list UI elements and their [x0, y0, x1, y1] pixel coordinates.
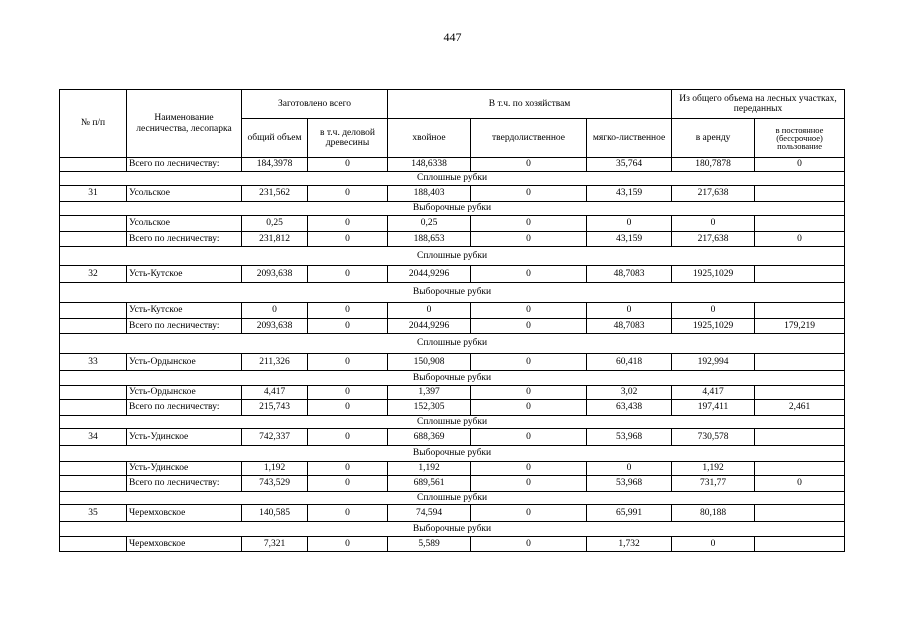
cell-softwood: 43,159	[587, 186, 672, 202]
section-title: Выборочные рубки	[60, 522, 845, 537]
header-softwood: мягко-лиственное	[587, 119, 672, 158]
table-row	[60, 429, 845, 446]
cell-name: Черемховское	[127, 505, 242, 522]
cell-total-volume: 215,743	[242, 400, 308, 416]
cell-num	[60, 462, 127, 476]
cell-business-wood: 0	[308, 386, 388, 400]
cell-softwood: 43,159	[587, 232, 672, 247]
cell-total-volume: 184,3978	[242, 158, 308, 172]
cell-coniferous: 150,908	[388, 354, 471, 371]
cell-total-volume: 231,812	[242, 232, 308, 247]
page-number: 447	[443, 30, 462, 44]
table-row	[60, 232, 845, 247]
section-title: Выборочные рубки	[60, 202, 845, 216]
cell-lease: 192,994	[672, 354, 755, 371]
section-title: Сплошные рубки	[60, 492, 845, 505]
section-title: Выборочные рубки	[60, 446, 845, 462]
cell-business-wood: 0	[308, 303, 388, 319]
cell-business-wood: 0	[308, 462, 388, 476]
cell-permanent-use: 0	[755, 232, 845, 247]
cell-hardwood: 0	[471, 400, 587, 416]
cell-softwood: 48,7083	[587, 266, 672, 283]
cell-softwood: 1,732	[587, 537, 672, 552]
section-title: Выборочные рубки	[60, 371, 845, 386]
cell-lease: 1925,1029	[672, 266, 755, 283]
header-lease: в аренду	[672, 119, 755, 158]
table-row	[60, 476, 845, 492]
cell-coniferous: 188,653	[388, 232, 471, 247]
cell-business-wood: 0	[308, 266, 388, 283]
cell-permanent-use	[755, 266, 845, 283]
header-name: Наименование лесничества, лесопарка	[127, 90, 242, 158]
cell-total-volume: 2093,638	[242, 266, 308, 283]
table-row	[60, 354, 845, 371]
cell-softwood: 0	[587, 216, 672, 232]
cell-name: Всего по лесничеству:	[127, 319, 242, 334]
cell-hardwood: 0	[471, 505, 587, 522]
cell-softwood: 63,438	[587, 400, 672, 416]
cell-lease: 731,77	[672, 476, 755, 492]
header-coniferous: хвойное	[388, 119, 471, 158]
cell-lease: 217,638	[672, 232, 755, 247]
cell-permanent-use	[755, 537, 845, 552]
cell-permanent-use	[755, 386, 845, 400]
header-total-volume: общий объем	[242, 119, 308, 158]
cell-business-wood: 0	[308, 232, 388, 247]
cell-hardwood: 0	[471, 354, 587, 371]
cell-business-wood: 0	[308, 158, 388, 172]
section-title: Сплошные рубки	[60, 334, 845, 354]
cell-name: Усть-Удинское	[127, 429, 242, 446]
cell-total-volume: 4,417	[242, 386, 308, 400]
cell-hardwood: 0	[471, 216, 587, 232]
cell-business-wood: 0	[308, 400, 388, 416]
cell-permanent-use	[755, 216, 845, 232]
header-permanent-use: в постоянное (бессрочное) пользование	[755, 119, 845, 158]
cell-softwood: 60,418	[587, 354, 672, 371]
forestry-harvest-table	[59, 89, 845, 552]
table-row	[60, 386, 845, 400]
cell-total-volume: 7,321	[242, 537, 308, 552]
cell-business-wood: 0	[308, 319, 388, 334]
cell-num	[60, 303, 127, 319]
cell-coniferous: 148,6338	[388, 158, 471, 172]
header-by-farms: В т.ч. по хозяйствам	[388, 90, 672, 119]
section-row	[60, 334, 845, 354]
cell-num: 34	[60, 429, 127, 446]
section-row	[60, 522, 845, 537]
table-row	[60, 186, 845, 202]
cell-coniferous: 2044,9296	[388, 319, 471, 334]
cell-permanent-use	[755, 186, 845, 202]
header-num: № п/п	[60, 90, 127, 158]
cell-coniferous: 188,403	[388, 186, 471, 202]
cell-business-wood: 0	[308, 216, 388, 232]
section-row	[60, 283, 845, 303]
cell-num	[60, 158, 127, 172]
cell-num: 35	[60, 505, 127, 522]
table-row	[60, 158, 845, 172]
cell-num: 32	[60, 266, 127, 283]
cell-num	[60, 400, 127, 416]
cell-coniferous: 1,192	[388, 462, 471, 476]
cell-total-volume: 1,192	[242, 462, 308, 476]
cell-name: Усть-Кутское	[127, 266, 242, 283]
cell-business-wood: 0	[308, 429, 388, 446]
cell-permanent-use	[755, 462, 845, 476]
cell-total-volume: 0	[242, 303, 308, 319]
cell-coniferous: 152,305	[388, 400, 471, 416]
cell-num	[60, 386, 127, 400]
cell-num	[60, 537, 127, 552]
cell-softwood: 53,968	[587, 476, 672, 492]
cell-total-volume: 742,337	[242, 429, 308, 446]
cell-name: Усть-Ордынское	[127, 354, 242, 371]
cell-permanent-use	[755, 303, 845, 319]
cell-softwood: 0	[587, 462, 672, 476]
header-business-wood: в т.ч. деловой древесины	[308, 119, 388, 158]
cell-hardwood: 0	[471, 266, 587, 283]
cell-coniferous: 5,589	[388, 537, 471, 552]
cell-name: Всего по лесничеству:	[127, 232, 242, 247]
section-row	[60, 446, 845, 462]
cell-total-volume: 231,562	[242, 186, 308, 202]
cell-coniferous: 0,25	[388, 216, 471, 232]
cell-business-wood: 0	[308, 505, 388, 522]
cell-num	[60, 476, 127, 492]
cell-softwood: 3,02	[587, 386, 672, 400]
cell-lease: 1,192	[672, 462, 755, 476]
cell-business-wood: 0	[308, 186, 388, 202]
cell-coniferous: 688,369	[388, 429, 471, 446]
cell-num	[60, 216, 127, 232]
cell-hardwood: 0	[471, 232, 587, 247]
cell-hardwood: 0	[471, 186, 587, 202]
table-header	[60, 90, 845, 158]
table-row	[60, 537, 845, 552]
header-row-1	[60, 90, 845, 119]
cell-lease: 217,638	[672, 186, 755, 202]
cell-total-volume: 2093,638	[242, 319, 308, 334]
cell-hardwood: 0	[471, 303, 587, 319]
section-row	[60, 416, 845, 429]
cell-softwood: 65,991	[587, 505, 672, 522]
section-title: Выборочные рубки	[60, 283, 845, 303]
table-row	[60, 462, 845, 476]
cell-permanent-use: 0	[755, 476, 845, 492]
cell-permanent-use	[755, 429, 845, 446]
cell-coniferous: 2044,9296	[388, 266, 471, 283]
section-row	[60, 202, 845, 216]
cell-lease: 197,411	[672, 400, 755, 416]
cell-num	[60, 319, 127, 334]
cell-hardwood: 0	[471, 158, 587, 172]
section-row	[60, 247, 845, 266]
cell-hardwood: 0	[471, 429, 587, 446]
cell-num: 31	[60, 186, 127, 202]
table-row	[60, 266, 845, 283]
cell-permanent-use	[755, 354, 845, 371]
cell-hardwood: 0	[471, 462, 587, 476]
table-row	[60, 400, 845, 416]
cell-permanent-use: 0	[755, 158, 845, 172]
cell-total-volume: 743,529	[242, 476, 308, 492]
cell-softwood: 53,968	[587, 429, 672, 446]
cell-hardwood: 0	[471, 386, 587, 400]
cell-coniferous: 1,397	[388, 386, 471, 400]
cell-hardwood: 0	[471, 319, 587, 334]
cell-name: Усольское	[127, 186, 242, 202]
cell-num	[60, 232, 127, 247]
cell-num: 33	[60, 354, 127, 371]
cell-name: Черемховское	[127, 537, 242, 552]
cell-lease: 0	[672, 303, 755, 319]
table-row	[60, 216, 845, 232]
cell-permanent-use: 179,219	[755, 319, 845, 334]
table-row	[60, 303, 845, 319]
cell-total-volume: 0,25	[242, 216, 308, 232]
cell-lease: 4,417	[672, 386, 755, 400]
section-row	[60, 492, 845, 505]
cell-softwood: 35,764	[587, 158, 672, 172]
cell-lease: 180,7878	[672, 158, 755, 172]
cell-softwood: 0	[587, 303, 672, 319]
cell-name: Усольское	[127, 216, 242, 232]
table-body	[60, 158, 845, 552]
cell-coniferous: 689,561	[388, 476, 471, 492]
section-row	[60, 371, 845, 386]
cell-name: Всего по лесничеству:	[127, 400, 242, 416]
table-row	[60, 319, 845, 334]
cell-coniferous: 0	[388, 303, 471, 319]
cell-hardwood: 0	[471, 476, 587, 492]
cell-business-wood: 0	[308, 354, 388, 371]
header-transferred: Из общего объема на лесных участках, переданных	[672, 90, 845, 119]
header-hardwood: твердолиственное	[471, 119, 587, 158]
section-title: Сплошные рубки	[60, 172, 845, 186]
cell-business-wood: 0	[308, 537, 388, 552]
cell-permanent-use	[755, 505, 845, 522]
cell-name: Усть-Кутское	[127, 303, 242, 319]
cell-name: Усть-Удинское	[127, 462, 242, 476]
cell-coniferous: 74,594	[388, 505, 471, 522]
table-row	[60, 505, 845, 522]
cell-lease: 80,188	[672, 505, 755, 522]
cell-name: Всего по лесничеству:	[127, 158, 242, 172]
cell-lease: 730,578	[672, 429, 755, 446]
cell-permanent-use: 2,461	[755, 400, 845, 416]
cell-lease: 0	[672, 537, 755, 552]
cell-business-wood: 0	[308, 476, 388, 492]
cell-softwood: 48,7083	[587, 319, 672, 334]
cell-hardwood: 0	[471, 537, 587, 552]
section-row	[60, 172, 845, 186]
header-harvested-total: Заготовлено всего	[242, 90, 388, 119]
cell-name: Усть-Ордынское	[127, 386, 242, 400]
section-title: Сплошные рубки	[60, 416, 845, 429]
cell-total-volume: 140,585	[242, 505, 308, 522]
section-title: Сплошные рубки	[60, 247, 845, 266]
cell-lease: 1925,1029	[672, 319, 755, 334]
cell-lease: 0	[672, 216, 755, 232]
cell-name: Всего по лесничеству:	[127, 476, 242, 492]
cell-total-volume: 211,326	[242, 354, 308, 371]
